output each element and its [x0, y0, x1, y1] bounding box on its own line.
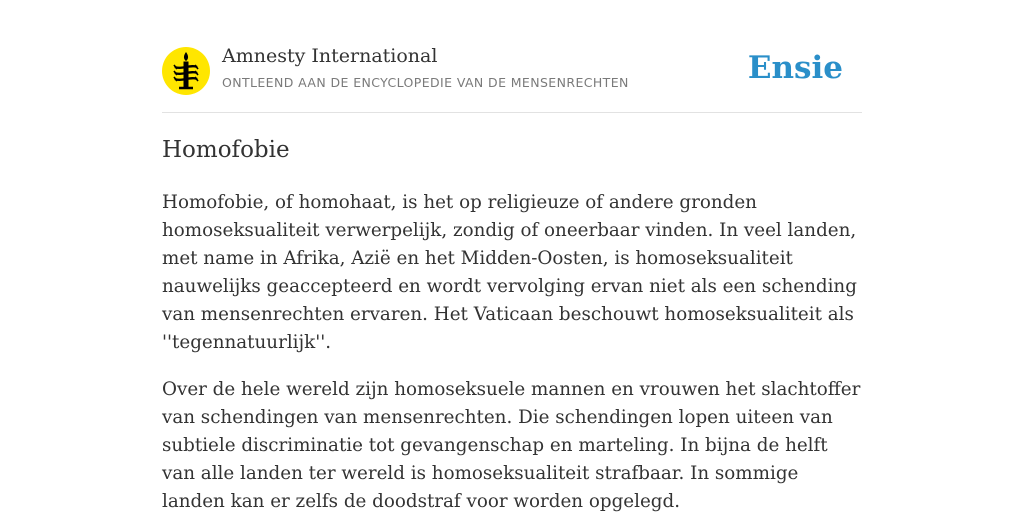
- source-subtitle: ONTLEEND AAN DE ENCYCLOPEDIE VAN DE MENSENRECHTEN: [222, 75, 629, 90]
- article-paragraph: Over de hele wereld zijn homoseksuele mannen en vrouwen het slachtoffer van schendingen van mensenrechten. Die schendingen lopen uiteen van subtiele discriminatie tot gevangenschap en marteling. In bijna de helft van alle landen ter wereld is homoseksualiteit strafbaar. In sommige landen kan er zelfs de doodstraf voor worden opgelegd.: [162, 379, 861, 512]
- organization-name[interactable]: Amnesty International: [222, 45, 438, 67]
- candle-barbed-wire-icon: [162, 47, 210, 95]
- article-body: [162, 189, 862, 512]
- article-paragraph: Homofobie, of homohaat, is het op religieuze of andere gronden homoseksualiteit verwerpelijk, zondig of oneerbaar vinden. In veel landen, met name in Afrika, Azië en het Midden-Oosten, is homoseksualiteit nauwelijks geaccepteerd en wordt vervolging ervan niet als een schending van mensenrechten ervaren. Het Vaticaan beschouwt homoseksualiteit als ''tegennatuurlijk''.: [162, 192, 857, 353]
- ensie-logo-link[interactable]: Ensie: [747, 50, 843, 86]
- content-container: [162, 0, 862, 512]
- amnesty-logo[interactable]: [162, 47, 210, 95]
- article-title: Homofobie: [162, 137, 290, 163]
- header: [162, 0, 862, 113]
